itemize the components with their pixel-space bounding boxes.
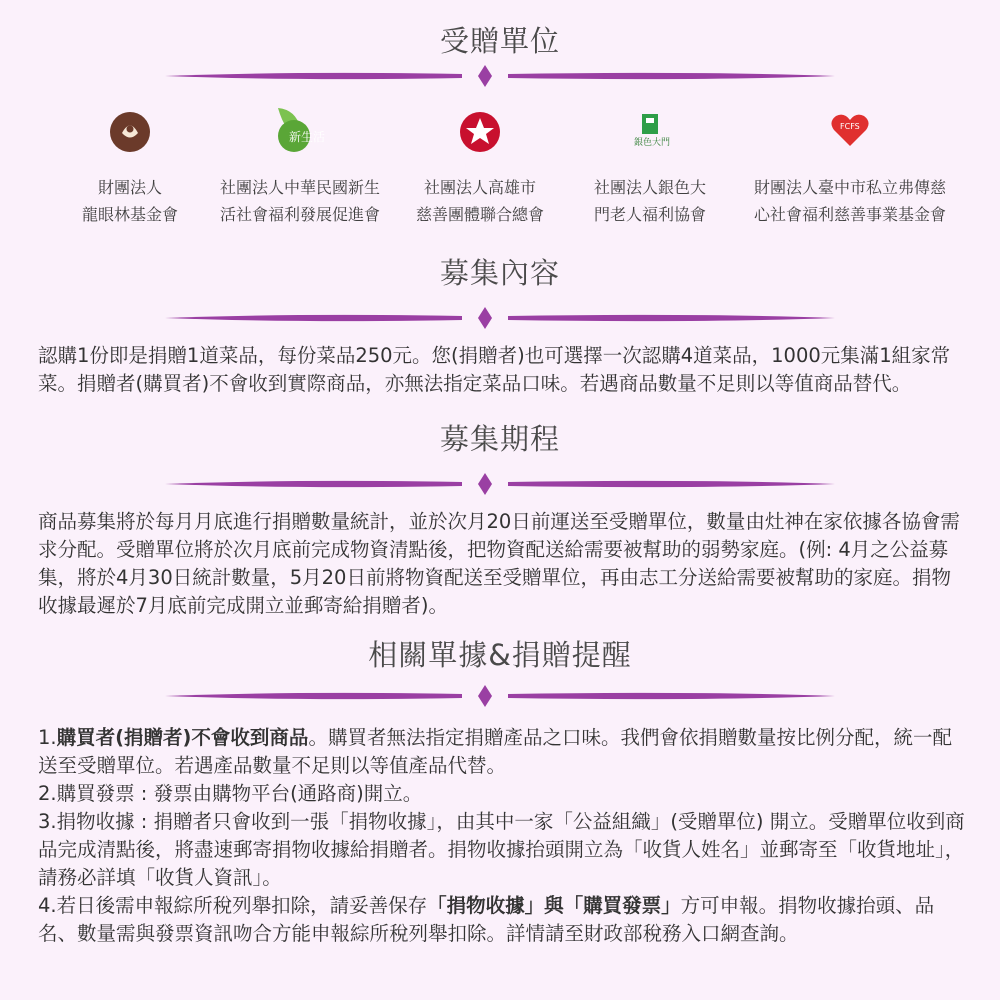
note-4-bold-receipt: 「捐物收據」 bbox=[427, 894, 545, 917]
note-1-prefix: 1. bbox=[38, 726, 57, 749]
org-item bbox=[550, 100, 750, 228]
schedule-text: 商品募集將於每月月底進行捐贈數量統計，並於次月20日前運送至受贈單位，數量由灶神在家依據各協會需求分配。受贈單位將於次月底前完成物資清點後，把物資配送給需要被幫助的弱勢家庭。(例: 4月之公益募集，將於4月30日統計數量，5月20日前將物資配送至受贈單位，再由志工分送給需要被幫助的家庭。捐物收據最遲於7月底前完成開立並郵寄給捐贈者)。 bbox=[38, 510, 960, 617]
note-4-text: 方可申報。捐物收據抬頭、品名、數量需與發票資訊吻合方能申報綜所稅列舉扣除。詳情請至財政部稅務入口網查詢。 bbox=[38, 894, 935, 945]
note-1-bold: 購買者(捐贈者)不會收到商品 bbox=[56, 726, 309, 749]
logo-text: 銀色大門 bbox=[634, 138, 671, 148]
note-4-prefix: 4.若日後需申報綜所稅列舉扣除，請妥善保存 bbox=[38, 894, 428, 917]
section-divider bbox=[0, 64, 1000, 88]
new-life-leaf-logo-icon bbox=[270, 100, 330, 160]
recipients-title: 受贈單位 bbox=[439, 24, 560, 58]
divider-diamond-icon bbox=[0, 684, 1000, 708]
note-4-and: 與 bbox=[544, 894, 564, 917]
note-4 bbox=[38, 892, 968, 948]
content-text: 認購1份即是捐贈1道菜品，每份菜品250元。您(捐贈者)也可選擇一次認購4道菜品，1000元集滿1組家常菜。捐贈者(購買者)不會收到實際商品，亦無法指定菜品口味。若遇商品數量不足則以等值商品替代。 bbox=[38, 344, 951, 395]
kaohsiung-charity-logo-icon bbox=[450, 100, 510, 160]
org-name: 社團法人中華民國新生 活社會福利發展促進會 bbox=[219, 178, 380, 224]
notes-paragraph bbox=[38, 724, 968, 948]
note-1-text: 。購買者無法指定捐贈產品之口味。我們會依捐贈數量按比例分配，統一配送至受贈單位。若遇產品數量不足則以等值產品代替。 bbox=[38, 726, 952, 777]
logo-text: 新生活 bbox=[289, 130, 326, 144]
note-2: 2.購買發票 : 發票由購物平台(通路商)開立。 bbox=[38, 782, 423, 805]
org-item bbox=[740, 100, 960, 228]
divider-diamond-icon bbox=[0, 306, 1000, 330]
section-divider bbox=[0, 684, 1000, 708]
fcfs-heart-logo-icon bbox=[820, 100, 880, 160]
divider-diamond-icon bbox=[0, 472, 1000, 496]
silver-gate-logo-icon bbox=[620, 100, 680, 160]
schedule-title: 募集期程 bbox=[439, 422, 560, 456]
longyanlin-logo-icon bbox=[100, 100, 160, 160]
org-name: 社團法人銀色大 門老人福利協會 bbox=[593, 178, 706, 224]
note-1 bbox=[38, 724, 968, 780]
section-divider bbox=[0, 472, 1000, 496]
org-name: 財團法人 龍眼林基金會 bbox=[81, 178, 178, 224]
schedule-paragraph bbox=[38, 508, 968, 620]
section-divider bbox=[0, 306, 1000, 330]
note-3: 3.捐物收據 : 捐贈者只會收到一張「捐物收據」，由其中一家「公益組織」(受贈單位) 開立。受贈單位收到商品完成清點後，將盡速郵寄捐物收據給捐贈者。捐物收據抬頭開立為「收貨人姓名」並郵寄至「收貨地址」，請務必詳填「收貨人資訊」。 bbox=[38, 810, 965, 889]
org-item bbox=[200, 100, 400, 228]
recipient-org-list bbox=[30, 100, 980, 240]
logo-text: FCFS bbox=[840, 122, 860, 131]
content-paragraph bbox=[38, 342, 968, 398]
org-name: 社團法人高雄市 慈善團體聯合總會 bbox=[415, 178, 544, 224]
note-4-bold-invoice: 「購買發票」 bbox=[563, 894, 681, 917]
org-name: 財團法人臺中市私立弗傳慈 心社會福利慈善事業基金會 bbox=[753, 178, 946, 224]
content-title: 募集內容 bbox=[439, 256, 560, 290]
notes-title: 相關單據&捐贈提醒 bbox=[368, 638, 632, 672]
divider-diamond-icon bbox=[0, 64, 1000, 88]
